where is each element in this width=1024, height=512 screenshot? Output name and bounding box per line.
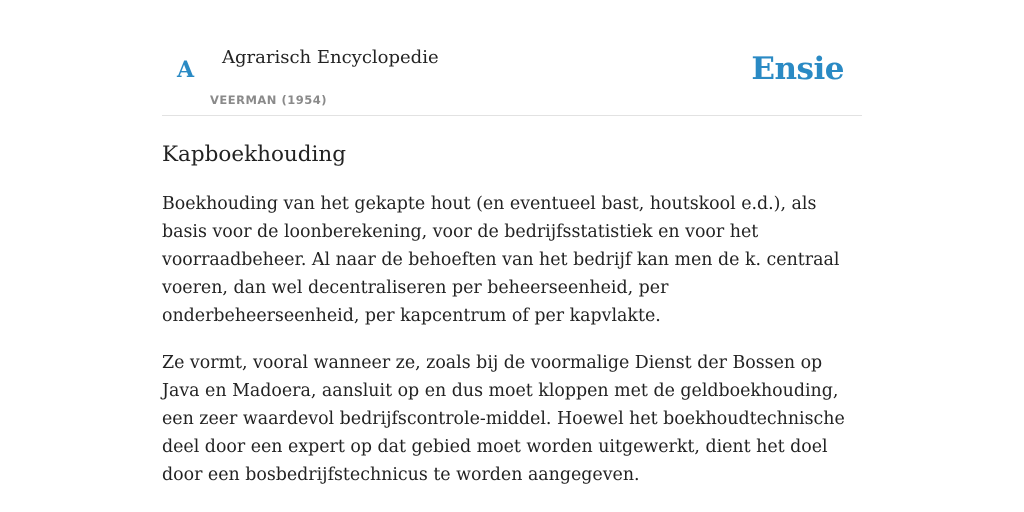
entry-title: Kapboekhouding [162,142,346,167]
source-title-link[interactable]: Agrarisch Encyclopedie [222,47,439,68]
source-author-year: VEERMAN (1954) [210,93,327,107]
source-header [162,0,862,116]
source-letter-icon[interactable]: A [177,57,195,83]
ensie-logo[interactable]: Ensie [751,51,844,87]
entry-paragraph-1: Boekhouding van het gekapte hout (en eventueel bast, houtskool e.d.), als basis voor de loonberekening, voor de bedrijfsstatistiek en voor het voorraadbeheer. Al naar de behoeften van het bedrijf kan men de k. centraal voeren, dan wel decentraliseren per beheerseenheid, per onderbeheerseenheid, per kapcentrum of per kapvlakte. [162,194,840,326]
entry-paragraph-2: Ze vormt, vooral wanneer ze, zoals bij de voormalige Dienst der Bossen op Java en Madoera, aansluit op en dus moet kloppen met de geldboekhouding, een zeer waardevol bedrijfscontrole-middel. Hoewel het boekhoudtechnische deel door een expert op dat gebied moet worden uitgewerkt, dient het doel door een bosbedrijfstechnicus te worden aangegeven. [162,353,845,485]
entry-content [162,138,862,508]
